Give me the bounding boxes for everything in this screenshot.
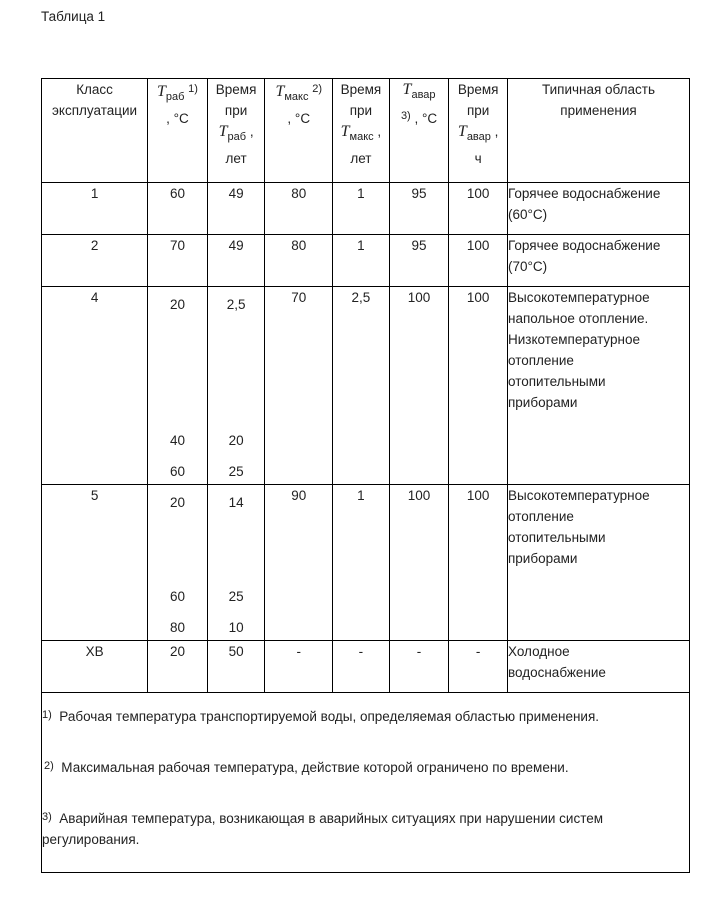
application-cell <box>507 287 689 485</box>
unit-label: , °С <box>287 111 311 126</box>
header-line: ч <box>474 151 482 166</box>
t-rab-value: 20 <box>169 297 185 312</box>
header-comma: , <box>494 124 499 139</box>
application-line: Горячее водоснабжение <box>507 238 661 253</box>
application-line: Горячее водоснабжение <box>507 186 661 201</box>
application-line: отопление <box>507 353 574 368</box>
t-rab-value: 60 <box>169 589 185 604</box>
header-class-line1: Класс <box>76 82 113 97</box>
application-line: приборами <box>507 551 578 566</box>
time-max-cell: 1 <box>333 485 390 641</box>
time-max-cell: 1 <box>333 235 390 287</box>
time-avar-cell: 100 <box>449 485 508 641</box>
time-max-cell: - <box>333 641 390 693</box>
application-line: напольное отопление. <box>507 311 649 326</box>
t-max-cell: - <box>265 641 333 693</box>
header-comma: , <box>249 124 254 139</box>
application-line: приборами <box>507 395 578 410</box>
footnotes-cell <box>42 693 690 873</box>
unit-label: , °С <box>166 111 189 126</box>
footnote <box>42 807 689 850</box>
time-avar-cell: 100 <box>449 287 508 485</box>
header-row <box>42 79 690 183</box>
header-time-max <box>333 79 390 183</box>
t-avar-cell: 100 <box>389 287 449 485</box>
time-rab-value: 14 <box>228 495 244 510</box>
time-avar-cell: - <box>449 641 508 693</box>
table-row <box>42 485 690 641</box>
unit-label: , °С <box>414 111 438 126</box>
time-max-cell: 2,5 <box>333 287 390 485</box>
t-subscript: раб <box>227 131 247 143</box>
t-symbol: T <box>340 123 350 140</box>
header-line: лет <box>225 151 247 166</box>
t-max-cell: 80 <box>265 235 333 287</box>
header-application <box>507 79 689 183</box>
application-cell <box>507 485 689 641</box>
t-rab-cell: 70 <box>148 235 208 287</box>
table-row <box>42 183 690 235</box>
header-line: Время <box>215 82 257 97</box>
time-rab-value: 25 <box>228 464 244 479</box>
footnote-mark: 3) <box>42 811 52 823</box>
header-t-rab <box>148 79 208 183</box>
class-cell: 5 <box>42 485 148 641</box>
application-cell <box>507 235 689 287</box>
table-caption: Таблица 1 <box>41 9 106 24</box>
header-line: Время <box>457 82 499 97</box>
t-avar-cell: 100 <box>389 485 449 641</box>
application-line: отопление <box>507 509 574 524</box>
t-rab-cell: 60 <box>148 183 208 235</box>
application-line: (70°С) <box>507 259 548 274</box>
t-symbol: T <box>402 81 412 98</box>
time-rab-cell <box>207 485 265 641</box>
t-subscript: макс <box>349 131 374 143</box>
table-row <box>42 287 690 485</box>
time-avar-cell: 100 <box>449 183 508 235</box>
header-line: применения <box>560 103 637 118</box>
application-line: (60°С) <box>507 207 548 222</box>
t-symbol: T <box>457 123 467 140</box>
t-max-cell: 70 <box>265 287 333 485</box>
footnote-mark: 2) <box>44 760 54 772</box>
header-class-line2: эксплуатации <box>52 103 138 118</box>
t-avar-cell: - <box>389 641 449 693</box>
footnote <box>42 756 689 778</box>
header-line: лет <box>350 151 372 166</box>
time-max-cell: 1 <box>333 183 390 235</box>
time-rab-value: 25 <box>228 589 244 604</box>
application-line: отопительными <box>507 374 606 389</box>
header-time-avar <box>449 79 508 183</box>
t-subscript: макс <box>284 91 309 103</box>
header-line: Типичная область <box>541 82 656 97</box>
t-rab-cell: 20 <box>148 641 208 693</box>
application-cell <box>507 641 689 693</box>
footnote-text: Аварийная температура, возникающая в аварийных ситуациях при нарушении систем регулирования. <box>42 811 604 847</box>
time-rab-cell: 50 <box>207 641 265 693</box>
header-time-rab <box>207 79 265 183</box>
header-comma: , <box>377 124 382 139</box>
application-line: отопительными <box>507 530 606 545</box>
t-symbol: T <box>275 83 285 100</box>
header-line: при <box>224 103 248 118</box>
header-class <box>42 79 148 183</box>
t-subscript: авар <box>466 131 491 143</box>
t-symbol: T <box>218 123 228 140</box>
t-rab-value: 20 <box>169 495 185 510</box>
time-rab-value: 20 <box>228 433 244 448</box>
footnote-ref: 2) <box>312 83 323 95</box>
time-rab-cell: 49 <box>207 183 265 235</box>
footnotes-row <box>42 693 690 873</box>
application-line: Холодное <box>507 644 570 659</box>
t-avar-cell: 95 <box>389 183 449 235</box>
time-rab-value: 2,5 <box>226 297 246 312</box>
application-line: Низкотемпературное <box>507 332 641 347</box>
time-rab-cell: 49 <box>207 235 265 287</box>
t-avar-cell: 95 <box>389 235 449 287</box>
time-avar-cell: 100 <box>449 235 508 287</box>
t-rab-cell <box>148 485 208 641</box>
header-line: при <box>466 103 490 118</box>
t-rab-cell <box>148 287 208 485</box>
footnote <box>42 705 689 727</box>
t-symbol: T <box>156 83 166 100</box>
header-t-avar <box>389 79 449 183</box>
footnote-ref: 3) <box>400 110 411 122</box>
footnote-text: Рабочая температура транспортируемой воды, определяемая областью применения. <box>59 709 600 724</box>
t-max-cell: 80 <box>265 183 333 235</box>
t-subscript: раб <box>165 91 185 103</box>
application-line: Высокотемпературное <box>507 488 650 503</box>
t-subscript: авар <box>411 89 436 101</box>
time-rab-value: 10 <box>228 620 244 635</box>
class-cell: 4 <box>42 287 148 485</box>
footnote-mark: 1) <box>42 709 52 721</box>
t-max-cell: 90 <box>265 485 333 641</box>
header-t-max <box>265 79 333 183</box>
application-line: Высокотемпературное <box>507 290 650 305</box>
header-line: при <box>349 103 373 118</box>
t-rab-value: 40 <box>169 433 185 448</box>
application-line: водоснабжение <box>507 665 606 680</box>
header-line: Время <box>340 82 382 97</box>
operating-classes-table <box>41 78 690 873</box>
table-row <box>42 641 690 693</box>
t-rab-value: 80 <box>169 620 185 635</box>
time-rab-cell <box>207 287 265 485</box>
class-cell: ХВ <box>42 641 148 693</box>
t-rab-value: 60 <box>169 464 185 479</box>
application-cell <box>507 183 689 235</box>
class-cell: 1 <box>42 183 148 235</box>
table-row <box>42 235 690 287</box>
class-cell: 2 <box>42 235 148 287</box>
footnote-text: Максимальная рабочая температура, действие которой ограничено по времени. <box>61 760 569 775</box>
footnote-ref: 1) <box>188 83 198 95</box>
